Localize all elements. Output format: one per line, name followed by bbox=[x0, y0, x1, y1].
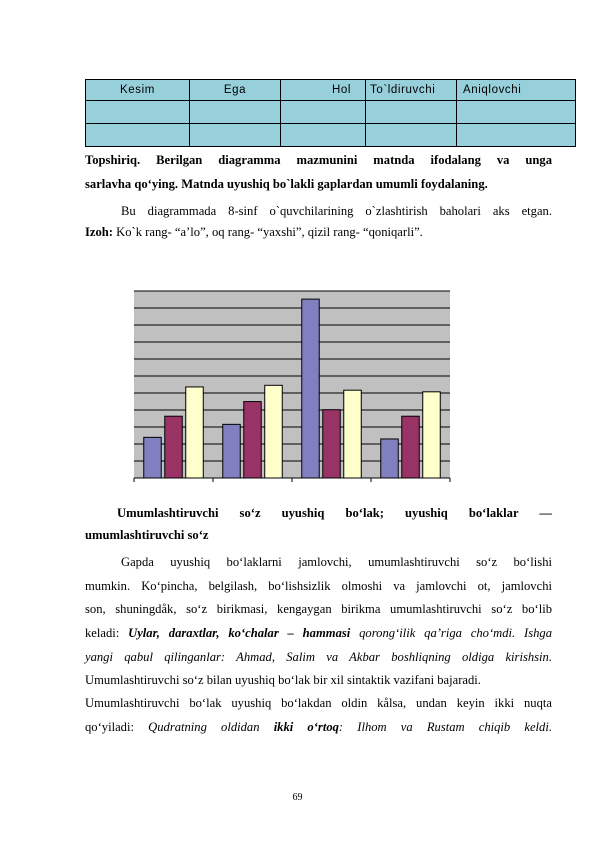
example-bold: ikki o‘rtoq bbox=[273, 720, 339, 734]
body-line: Umumlashtiruvchi bo‘lak uyushiq bo‘lakdan oldin kålsa, undan keyin ikki nuqta bbox=[85, 696, 552, 710]
example-text: Qudratning oldidan bbox=[148, 720, 274, 734]
table-cell bbox=[281, 101, 366, 124]
example-line-1 bbox=[85, 623, 552, 644]
example-text: qorong‘ilik qa’riga cho‘mdi. Ishga bbox=[350, 626, 552, 640]
bar bbox=[302, 299, 320, 478]
bar bbox=[165, 416, 183, 478]
table-cell bbox=[281, 124, 366, 147]
example-bold: Uylar, daraxtlar, ko‘chalar – hammasi bbox=[128, 626, 351, 640]
body-text: keladi: bbox=[85, 626, 129, 640]
bar bbox=[244, 402, 262, 478]
grades-bar-chart bbox=[117, 287, 453, 483]
heading-text-1: Umumlashtiruvchi so‘z uyushiq bo‘lak; uyushiq bo‘laklar — bbox=[117, 506, 552, 520]
syntax-table bbox=[85, 79, 576, 147]
table-header-toldiruvchi: To`ldiruvchi bbox=[366, 80, 457, 101]
table-cell bbox=[366, 124, 457, 147]
example-text: yangi qabul qilinganlar: Ahmad, Salim va Akbar boshliqning oldiga kirishsin. bbox=[85, 650, 552, 664]
table-cell bbox=[86, 101, 190, 124]
description-line: Bu diagrammada 8-sinf o`quvchilarining o`zlashtirish baholari aks etgan. bbox=[121, 204, 552, 218]
table-cell bbox=[86, 124, 190, 147]
x-ticks bbox=[134, 478, 450, 482]
table-row bbox=[86, 101, 576, 124]
body-line: mumkin. Ko‘pincha, belgilash, bo‘lishsizlik olmoshi va jamlovchi ot, jamlovchi bbox=[85, 579, 552, 593]
table-cell bbox=[457, 101, 576, 124]
section-heading-line-1 bbox=[85, 503, 552, 524]
note-line bbox=[85, 222, 552, 243]
table-cell bbox=[366, 101, 457, 124]
bar bbox=[323, 410, 341, 478]
table-cell bbox=[457, 124, 576, 147]
table-cell bbox=[190, 101, 281, 124]
body-line: son, shuningdåk, so‘z birikmasi, kengaygan birikma umumlashtiruvchi so‘z bo‘lib bbox=[85, 602, 552, 616]
table-header-kesim: Kesim bbox=[86, 80, 190, 101]
bar bbox=[265, 385, 283, 478]
note-text: Ko`k rang- “a’lo”, oq rang- “yaxshi”, qizil rang- “qoniqarli”. bbox=[113, 225, 423, 239]
body-line: Gapda uyushiq bo‘laklarni jamlovchi, umumlashtiruvchi so‘z bo‘lishi bbox=[121, 555, 552, 569]
table-header-row bbox=[86, 80, 576, 101]
note-label: Izoh: bbox=[85, 225, 113, 239]
task-line-2 bbox=[85, 174, 552, 195]
example-line-3 bbox=[85, 717, 552, 738]
bar bbox=[344, 390, 362, 478]
bar bbox=[423, 392, 441, 478]
example-text: : Ilhom va Rustam chiqib keldi. bbox=[338, 720, 552, 734]
bar bbox=[144, 437, 162, 478]
body-text: qo‘yiladi: bbox=[85, 720, 149, 734]
body-line: Umumlashtiruvchi so‘z bilan uyushiq bo‘lak bir xil sintaktik vazifani bajaradi. bbox=[85, 673, 481, 687]
bar bbox=[381, 439, 399, 478]
example-line-2 bbox=[85, 647, 552, 668]
table-row bbox=[86, 124, 576, 147]
task-line-1 bbox=[85, 150, 552, 171]
table-header-ega: Ega bbox=[190, 80, 281, 101]
section-heading-line-2 bbox=[85, 525, 552, 546]
task-text-1: Topshiriq. Berilgan diagramma mazmunini matnda ifodalang va unga bbox=[85, 153, 552, 167]
bar bbox=[223, 424, 241, 478]
page-number: 69 bbox=[292, 792, 303, 803]
task-text-2: sarlavha qo‘ying. Matnda uyushiq bo`lakli gaplardan umumli foydalaning. bbox=[85, 177, 488, 191]
table-header-aniqlovchi: Aniqlovchi bbox=[457, 80, 576, 101]
bar bbox=[402, 416, 420, 478]
table-cell bbox=[190, 124, 281, 147]
table-header-hol: Hol bbox=[281, 80, 366, 101]
heading-text-2: umumlashtiruvchi so‘z bbox=[85, 528, 209, 542]
bar bbox=[186, 387, 204, 478]
